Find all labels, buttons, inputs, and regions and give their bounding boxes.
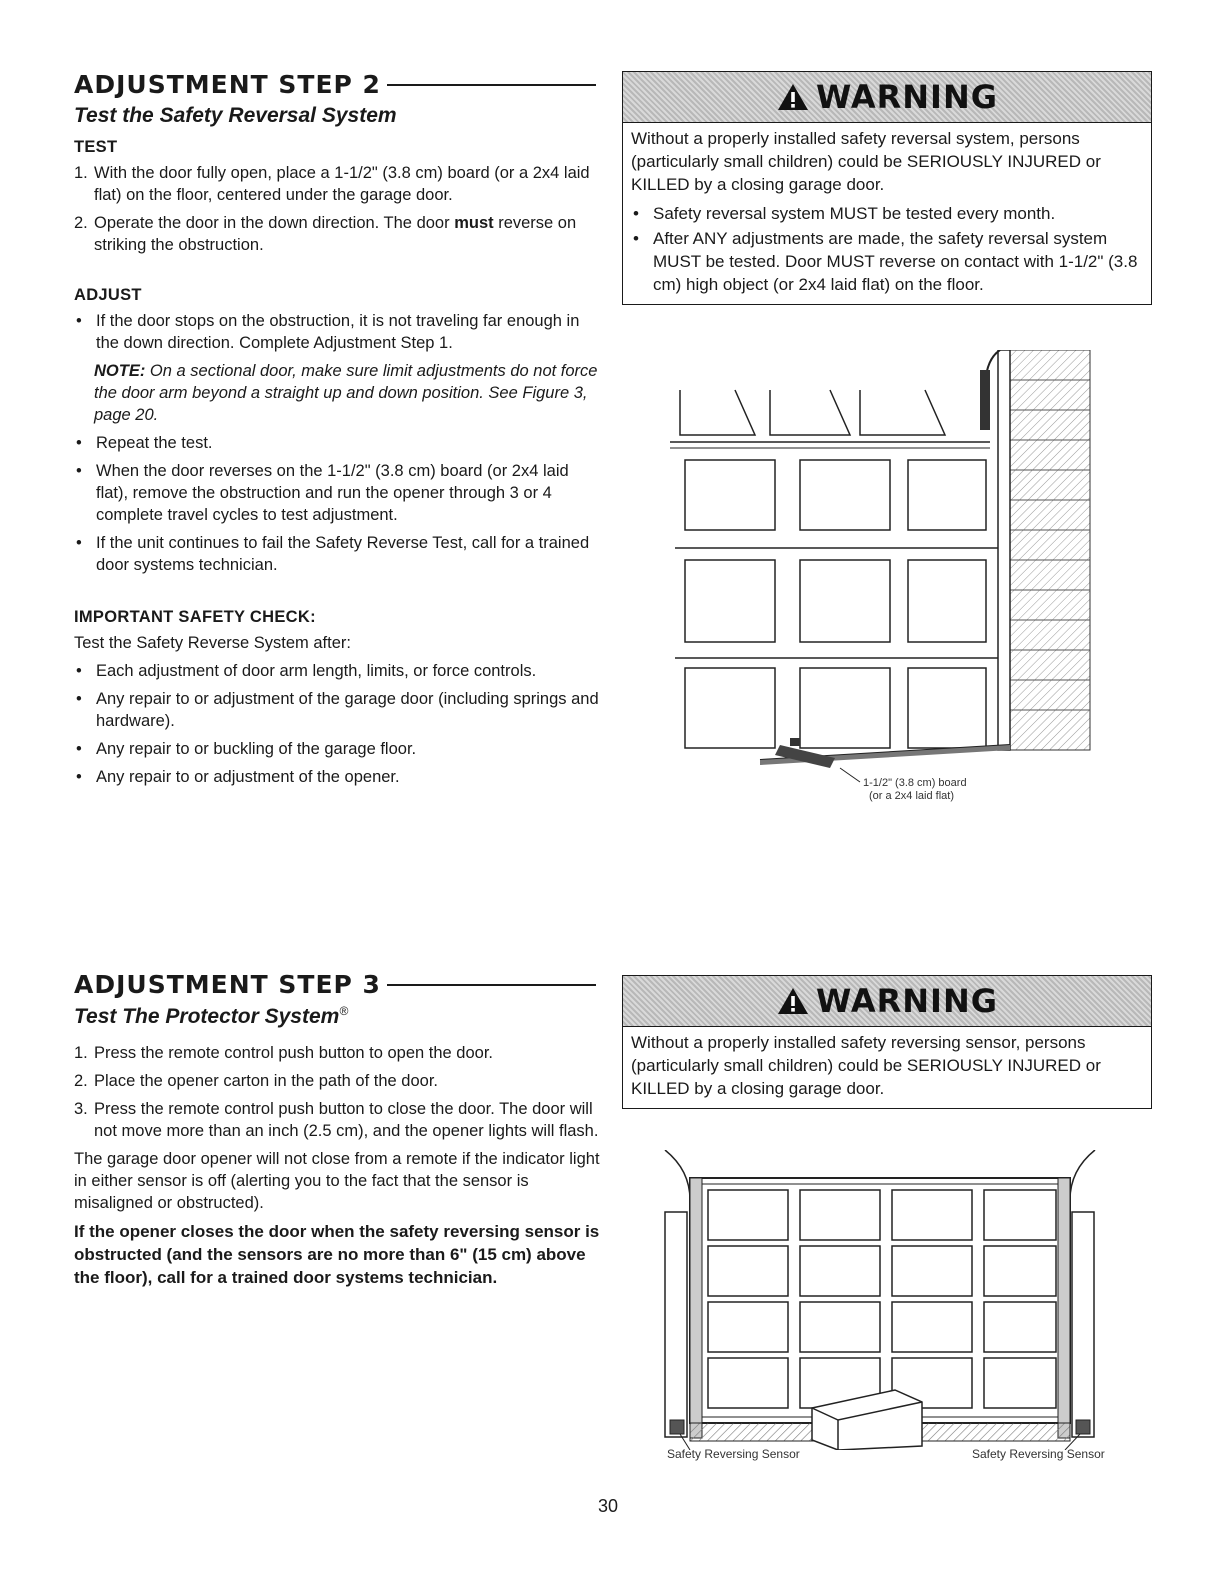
sensor-label-left: Safety Reversing Sensor	[667, 1447, 800, 1461]
safety-check-list	[74, 660, 604, 788]
figure1-caption: 1-1/2" (3.8 cm) board (or a 2x4 laid flat)	[863, 777, 967, 802]
step3-body	[74, 1042, 604, 1289]
warning-body	[623, 123, 1151, 304]
page-number: 30	[598, 1496, 619, 1516]
list-item: 3. Press the remote control push button to close the door. The door will not move more than an inch (2.5 cm), and the opener lights will flash.	[74, 1100, 599, 1140]
list-item: • Repeat the test.	[76, 434, 213, 452]
step3-subtitle: Test The Protector System®	[74, 1004, 349, 1028]
step3-list	[74, 1042, 604, 1142]
safety-check-label: IMPORTANT SAFETY CHECK:	[74, 608, 316, 626]
step2-subtitle: Test the Safety Reversal System	[74, 104, 397, 127]
list-item: • After ANY adjustments are made, the safety reversal system MUST be tested. Door MUST reverse on contact with 1-1/2" (3.8 cm) high object (or 2x4 laid flat) on the floor.	[633, 229, 1138, 294]
warning-triangle-icon	[776, 82, 810, 112]
list-item: • If the door stops on the obstruction, it is not traveling far enough in the down direction. Complete Adjustment Step 1.	[76, 312, 580, 352]
step3-heading-text: ADJUSTMENT STEP 3	[74, 970, 381, 999]
warning-header	[623, 976, 1151, 1027]
list-item: 2. Place the opener carton in the path of the door.	[74, 1072, 438, 1090]
warning-title: WARNING	[816, 78, 998, 116]
adjust-label: ADJUST	[74, 286, 142, 304]
step3-bold-paragraph: If the opener closes the door when the safety reversing sensor is obstructed (and the sensors are no more than 6" (15 cm) above the floor), call for a trained door systems technician.	[74, 1222, 600, 1287]
step2-heading	[74, 70, 596, 99]
note-label: NOTE:	[94, 362, 146, 380]
warning-text: Without a properly installed safety reversing sensor, persons (particularly small children) could be SERIOUSLY INJURED or KILLED by a closing garage door.	[631, 1033, 1101, 1098]
heading-rule	[387, 84, 596, 86]
safety-check-intro: Test the Safety Reverse System after:	[74, 634, 351, 652]
list-item: • Any repair to or adjustment of the opener.	[76, 768, 400, 786]
list-item: • Safety reversal system MUST be tested every month.	[633, 204, 1056, 223]
sensor-label-right: Safety Reversing Sensor	[972, 1447, 1105, 1461]
registered-mark: ®	[339, 1004, 349, 1018]
figure-door-board	[660, 350, 1100, 800]
step2-heading-text: ADJUSTMENT STEP 2	[74, 70, 381, 99]
test-list	[74, 162, 604, 256]
emphasis-must: must	[454, 214, 494, 232]
warning-box-1	[622, 71, 1152, 305]
list-item: 1. Press the remote control push button to open the door.	[74, 1044, 494, 1062]
warning-header	[623, 72, 1151, 123]
list-item: • When the door reverses on the 1-1/2" (3.8 cm) board (or 2x4 laid flat), remove the obstruction and run the opener through 3 or 4 complete travel cycles to test adjustment.	[76, 462, 569, 524]
list-item: • Each adjustment of door arm length, limits, or force controls.	[76, 662, 537, 680]
warning-body	[623, 1027, 1151, 1108]
list-item: 2. Operate the door in the down direction. The door must reverse on striking the obstruction.	[74, 214, 577, 254]
warning-triangle-icon	[776, 986, 810, 1016]
heading-rule	[387, 984, 596, 986]
warning-box-2	[622, 975, 1152, 1109]
list-item: • Any repair to or adjustment of the garage door (including springs and hardware).	[76, 690, 599, 730]
list-item: • If the unit continues to fail the Safety Reverse Test, call for a trained door systems technician.	[76, 534, 590, 574]
test-label: TEST	[74, 138, 118, 156]
warning-title: WARNING	[816, 982, 998, 1020]
note: NOTE: On a sectional door, make sure limit adjustments do not force the door arm beyond a straight up and down position. See Figure 3, page 20.	[94, 362, 598, 424]
warning-text: Without a properly installed safety reversal system, persons (particularly small children) could be SERIOUSLY INJURED or KILLED by a closing garage door.	[631, 129, 1101, 194]
step3-paragraph: The garage door opener will not close from a remote if the indicator light in either sensor is off (alerting you to the fact that the sensor is misaligned or obstructed).	[74, 1150, 600, 1212]
figure-door-carton	[650, 1150, 1130, 1450]
step2-body	[74, 136, 604, 794]
adjust-list	[74, 310, 604, 576]
list-item: • Any repair to or buckling of the garage floor.	[76, 740, 417, 758]
step3-heading	[74, 970, 596, 999]
list-item: 1. With the door fully open, place a 1-1/2" (3.8 cm) board (or a 2x4 laid flat) on the floor, centered under the garage door.	[74, 164, 590, 204]
